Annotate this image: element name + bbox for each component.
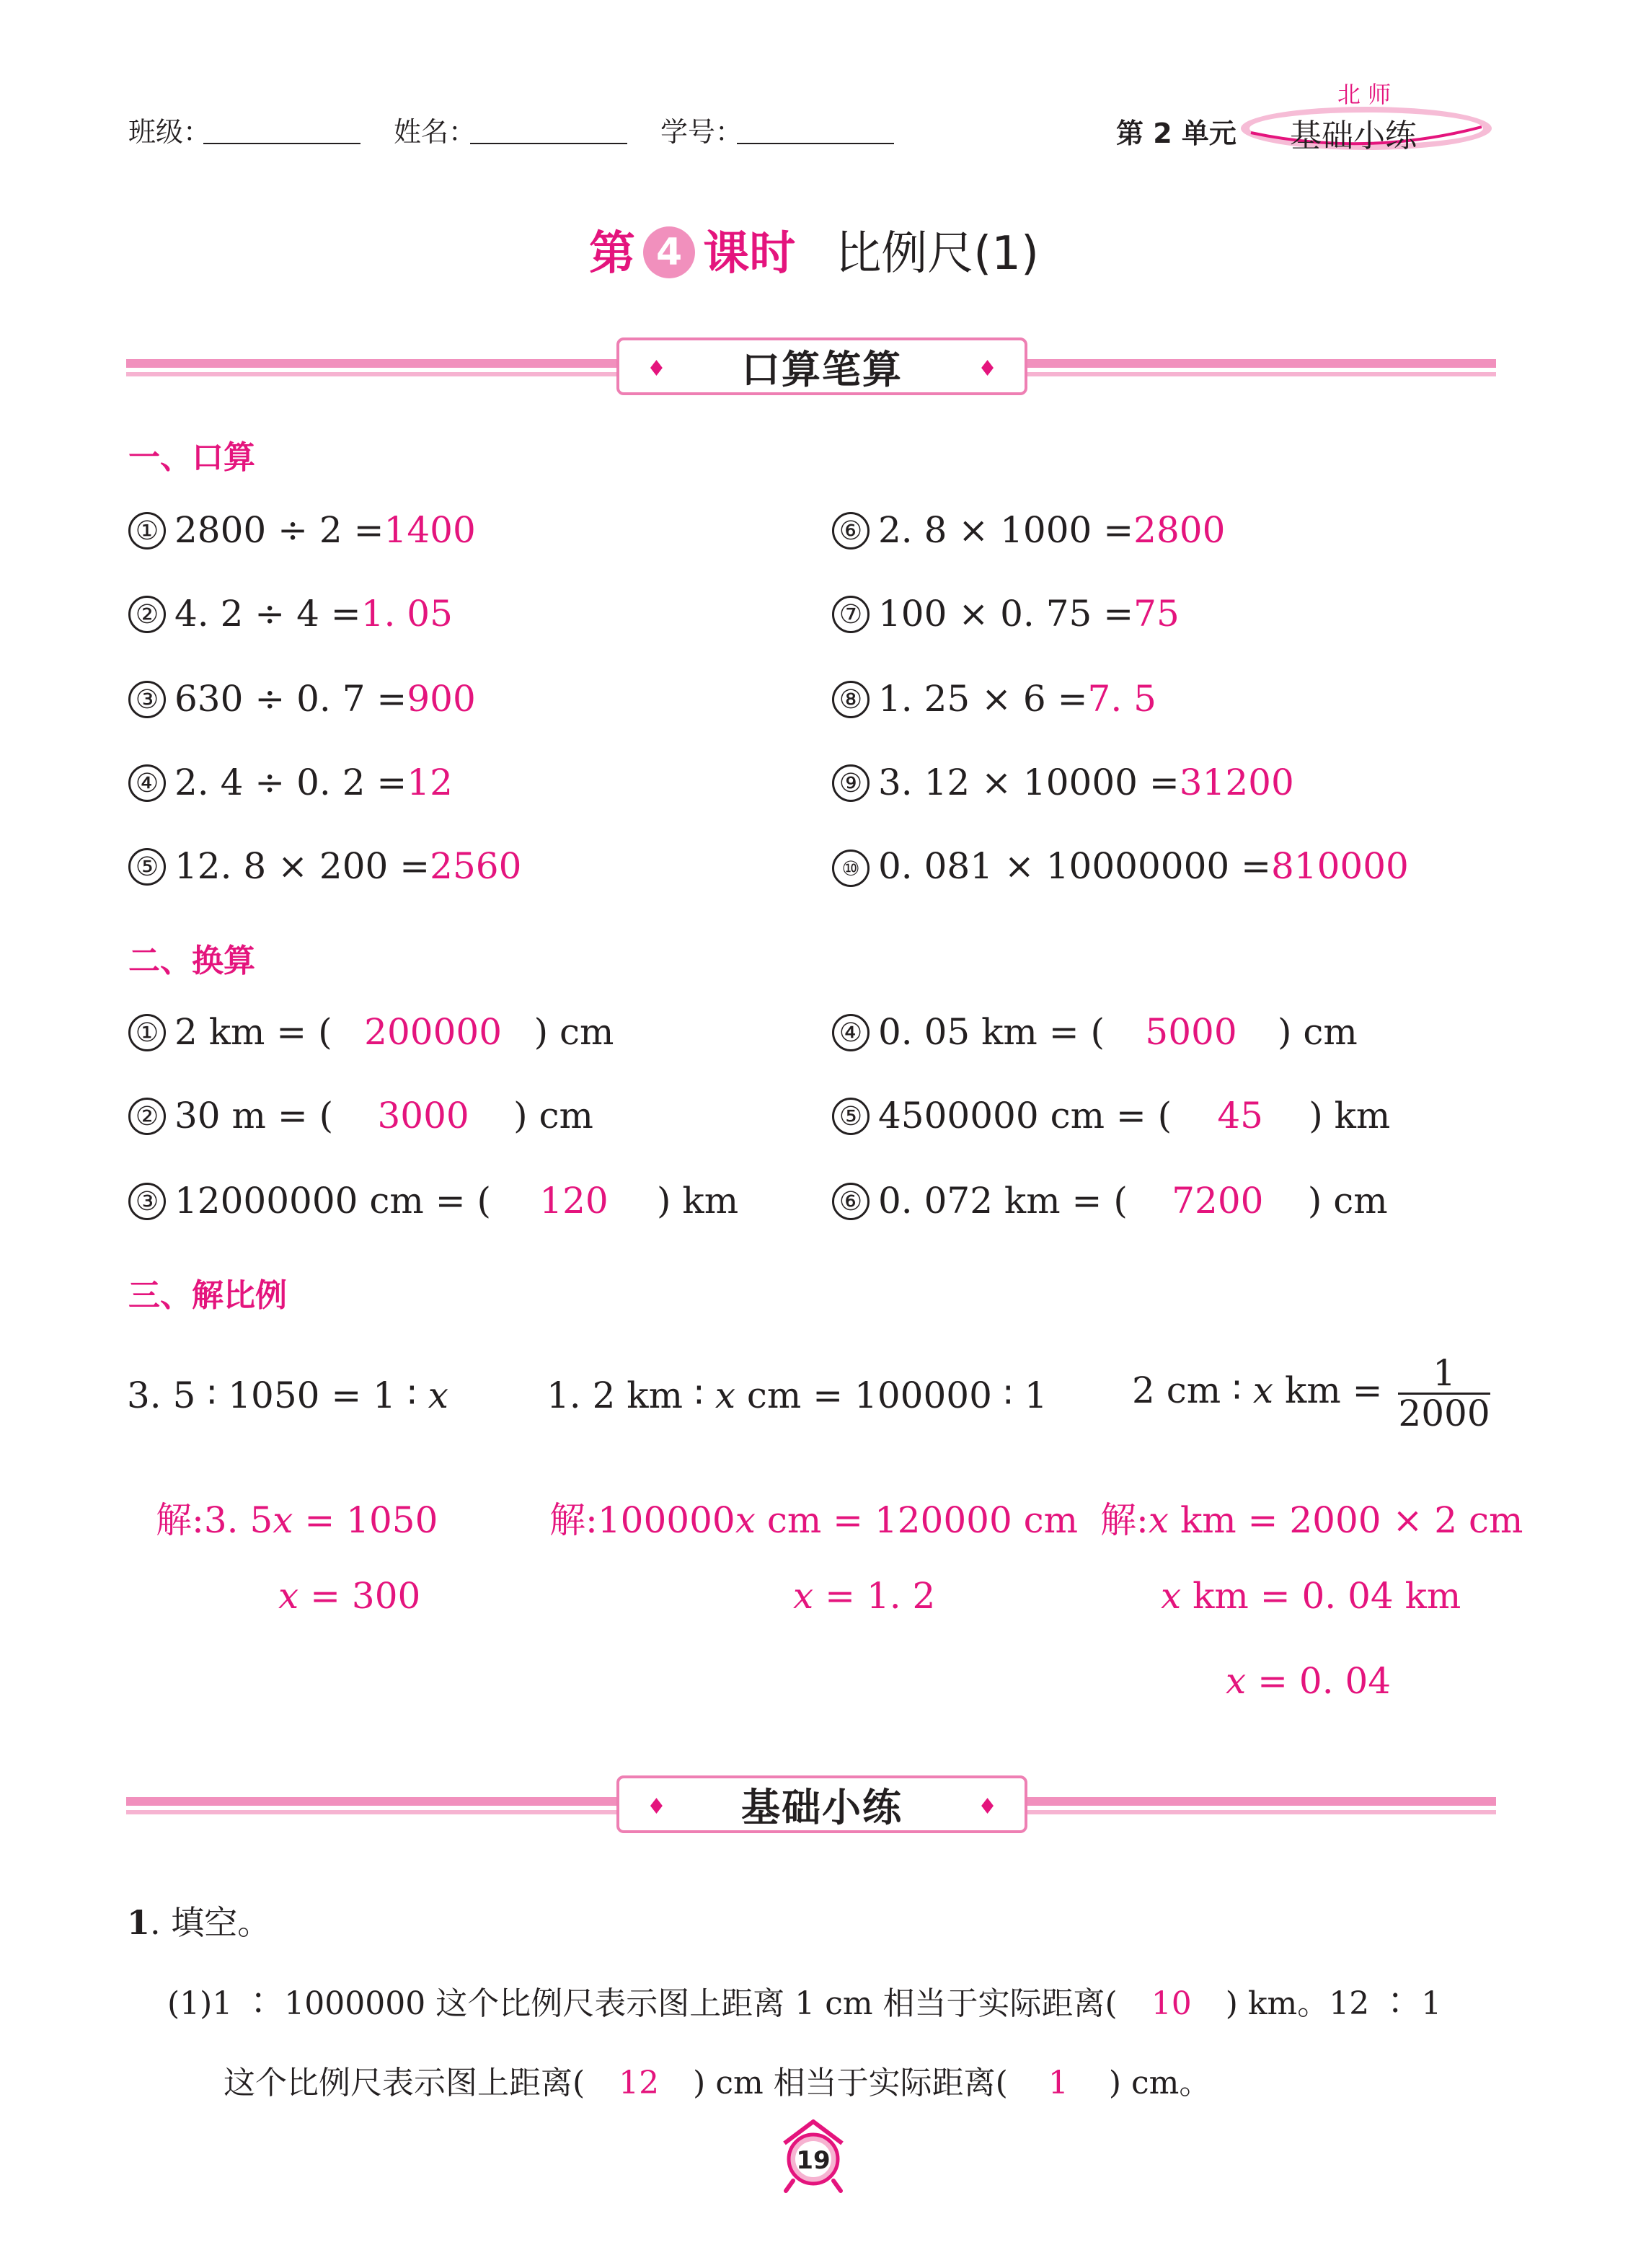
convert-item	[128, 1011, 614, 1053]
oral-item	[832, 762, 1294, 803]
answer: 1	[1048, 2065, 1069, 2101]
lesson-number-badge	[643, 226, 695, 278]
variable: x	[1226, 1660, 1247, 1702]
equation: 1. 2 km ∶	[547, 1375, 715, 1416]
solution-step	[1161, 1575, 1461, 1617]
equation: 2 cm ∶	[1132, 1369, 1253, 1411]
question: 2 km = (	[174, 1011, 332, 1053]
item-number: ③	[128, 1183, 166, 1220]
proportion-problem-2	[547, 1375, 1048, 1416]
step-text: = 1. 2	[813, 1575, 936, 1617]
item-number: ⑧	[832, 681, 870, 718]
diamond-icon: ♦	[978, 1794, 997, 1819]
equation: 3. 5 ∶ 1050 = 1 ∶	[127, 1375, 428, 1416]
text: ) cm。	[1108, 2065, 1211, 2101]
step-text: 解:3. 5	[156, 1499, 273, 1541]
question-number: 1	[127, 1903, 151, 1942]
page-number-badge	[773, 2114, 854, 2194]
question: 0. 072 km = (	[878, 1180, 1128, 1222]
convert-item	[832, 1180, 1388, 1222]
variable: x	[273, 1499, 293, 1541]
step-text: 解:	[1100, 1499, 1149, 1541]
convert-item	[832, 1095, 1390, 1137]
lesson-topic: 比例尺(1)	[835, 227, 1039, 281]
answer: 200000	[364, 1011, 503, 1053]
question: 12000000 cm = (	[174, 1180, 491, 1222]
question: 0. 05 km = (	[878, 1011, 1105, 1053]
variable: x	[1161, 1575, 1182, 1617]
answer: 810000	[1271, 845, 1409, 887]
answer: 2800	[1133, 509, 1226, 551]
question: 3. 12 × 10000 =	[878, 762, 1180, 803]
page-number: 19	[796, 2146, 831, 2175]
answer: 900	[407, 678, 476, 720]
unit: ) cm	[1278, 1011, 1358, 1053]
step-text: cm = 120000 cm	[755, 1499, 1079, 1541]
fraction-denominator: 2000	[1398, 1392, 1490, 1434]
variable: x	[1252, 1369, 1274, 1411]
diamond-icon: ♦	[978, 356, 997, 381]
convert-item	[832, 1011, 1358, 1053]
solution-step	[1100, 1491, 1523, 1543]
question-1-line-2	[224, 2057, 1211, 2103]
convert-item	[128, 1095, 593, 1137]
unit: ) km	[1309, 1095, 1391, 1137]
text: (1)1 ∶ 1000000 这个比例尺表示图上距离 1 cm 相当于实际距离(	[167, 1985, 1118, 2022]
solution-step	[549, 1491, 1078, 1543]
oral-item	[128, 593, 453, 635]
answer: 75	[1133, 593, 1180, 635]
lesson-title	[0, 216, 1628, 283]
item-number: ⑥	[832, 512, 870, 550]
answer: 7. 5	[1087, 678, 1156, 720]
brand-top-text: 北 师	[1337, 81, 1392, 108]
unit: ) cm	[1307, 1180, 1388, 1222]
item-number: ⑩	[832, 850, 870, 887]
answer: 12	[407, 762, 453, 803]
oral-item	[832, 593, 1180, 635]
diamond-icon: ♦	[647, 356, 666, 381]
variable: x	[428, 1375, 448, 1416]
question: 2. 8 × 1000 =	[878, 509, 1134, 551]
section-heading-convert: 二、换算	[128, 943, 255, 979]
step-text: = 300	[298, 1575, 421, 1617]
item-number: ⑤	[128, 848, 166, 886]
section-heading-proportion: 三、解比例	[128, 1277, 287, 1314]
answer: 45	[1217, 1095, 1263, 1137]
oral-item	[832, 509, 1225, 551]
oral-item	[832, 845, 1409, 887]
text: ) cm 相当于实际距离(	[693, 2065, 1008, 2101]
equation: km =	[1273, 1369, 1394, 1411]
question-title: . 填空。	[150, 1903, 271, 1942]
oral-item	[128, 678, 476, 720]
lesson-prefix: 第	[589, 227, 636, 281]
step-text: 解:100000	[549, 1499, 735, 1541]
step-text: = 0. 04	[1246, 1660, 1392, 1702]
question: 2. 4 ÷ 0. 2 =	[174, 762, 407, 803]
lesson-suffix: 课时	[703, 227, 796, 281]
question-1-line-1	[167, 1977, 1441, 2024]
diamond-icon: ♦	[647, 1794, 666, 1819]
oral-item	[832, 678, 1156, 720]
item-number: ⑥	[832, 1183, 870, 1220]
answer: 31200	[1179, 762, 1294, 803]
question: 1. 25 × 6 =	[878, 678, 1088, 720]
variable: x	[735, 1499, 756, 1541]
question: 2800 ÷ 2 =	[174, 509, 384, 551]
variable: x	[1148, 1499, 1169, 1541]
solution-step	[278, 1575, 420, 1617]
question: 4500000 cm = (	[878, 1095, 1172, 1137]
item-number: ⑦	[832, 596, 870, 633]
question: 12. 8 × 200 =	[174, 845, 430, 887]
answer: 120	[539, 1180, 609, 1222]
item-number: ⑤	[832, 1098, 870, 1135]
oral-item	[128, 762, 453, 803]
solution-step	[1226, 1660, 1391, 1702]
step-text: = 1050	[293, 1499, 438, 1541]
brand-logo	[1237, 76, 1496, 157]
item-number: ⑨	[832, 764, 870, 802]
name-blank-line[interactable]	[470, 143, 627, 144]
answer: 1. 05	[360, 593, 453, 635]
question: 630 ÷ 0. 7 =	[174, 678, 407, 720]
item-number: ③	[128, 681, 166, 718]
unit: ) cm	[513, 1095, 593, 1137]
variable: x	[715, 1375, 736, 1416]
oral-item	[128, 509, 476, 551]
proportion-problem-3	[1132, 1354, 1490, 1432]
student-id-label: 学号：	[660, 116, 743, 148]
variable: x	[793, 1575, 814, 1617]
answer: 7200	[1172, 1180, 1264, 1222]
item-number: ①	[128, 1014, 166, 1051]
unit: ) km	[657, 1180, 739, 1222]
fraction-numerator: 1	[1398, 1354, 1490, 1395]
text: ) km。12 ∶ 1	[1225, 1985, 1442, 2022]
solution-step	[793, 1575, 935, 1617]
answer: 2560	[430, 845, 522, 887]
answer: 5000	[1145, 1011, 1237, 1053]
question: 4. 2 ÷ 4 =	[174, 593, 361, 635]
oral-item	[128, 845, 521, 887]
item-number: ④	[128, 764, 166, 802]
solution-step	[156, 1491, 438, 1543]
class-blank-line[interactable]	[203, 143, 360, 144]
id-blank-line[interactable]	[737, 143, 894, 144]
fraction	[1398, 1354, 1490, 1432]
class-label: 班级：	[128, 116, 211, 148]
convert-item	[128, 1180, 738, 1222]
banner-title: 基础小练	[741, 1784, 903, 1830]
answer: 3000	[377, 1095, 469, 1137]
variable: x	[278, 1575, 299, 1617]
question: 100 × 0. 75 =	[878, 593, 1134, 635]
name-label: 姓名：	[394, 116, 477, 148]
brand-main-text: 基础小练	[1290, 118, 1417, 154]
answer: 12	[619, 2065, 660, 2101]
step-text: km = 2000 × 2 cm	[1169, 1499, 1523, 1541]
question-1-title	[127, 1897, 270, 1944]
section-banner-basic-practice	[126, 1781, 1496, 1832]
item-number: ①	[128, 512, 166, 550]
unit-label: 第 2 单元	[1116, 118, 1237, 149]
banner-title: 口算笔算	[741, 346, 903, 392]
step-text: km = 0. 04 km	[1181, 1575, 1461, 1617]
proportion-problem-1	[127, 1375, 448, 1416]
equation: cm = 100000 ∶ 1	[735, 1375, 1048, 1416]
question: 30 m = (	[174, 1095, 334, 1137]
section-banner-oral-written	[126, 343, 1496, 394]
question: 0. 081 × 10000000 =	[878, 845, 1271, 887]
unit: ) cm	[534, 1011, 614, 1053]
text: 这个比例尺表示图上距离(	[224, 2065, 585, 2101]
item-number: ②	[128, 596, 166, 633]
item-number: ②	[128, 1098, 166, 1135]
section-heading-oral: 一、口算	[128, 439, 255, 476]
lesson-number: 4	[656, 231, 683, 274]
item-number: ④	[832, 1014, 870, 1051]
answer: 10	[1151, 1985, 1192, 2022]
answer: 1400	[384, 509, 476, 551]
